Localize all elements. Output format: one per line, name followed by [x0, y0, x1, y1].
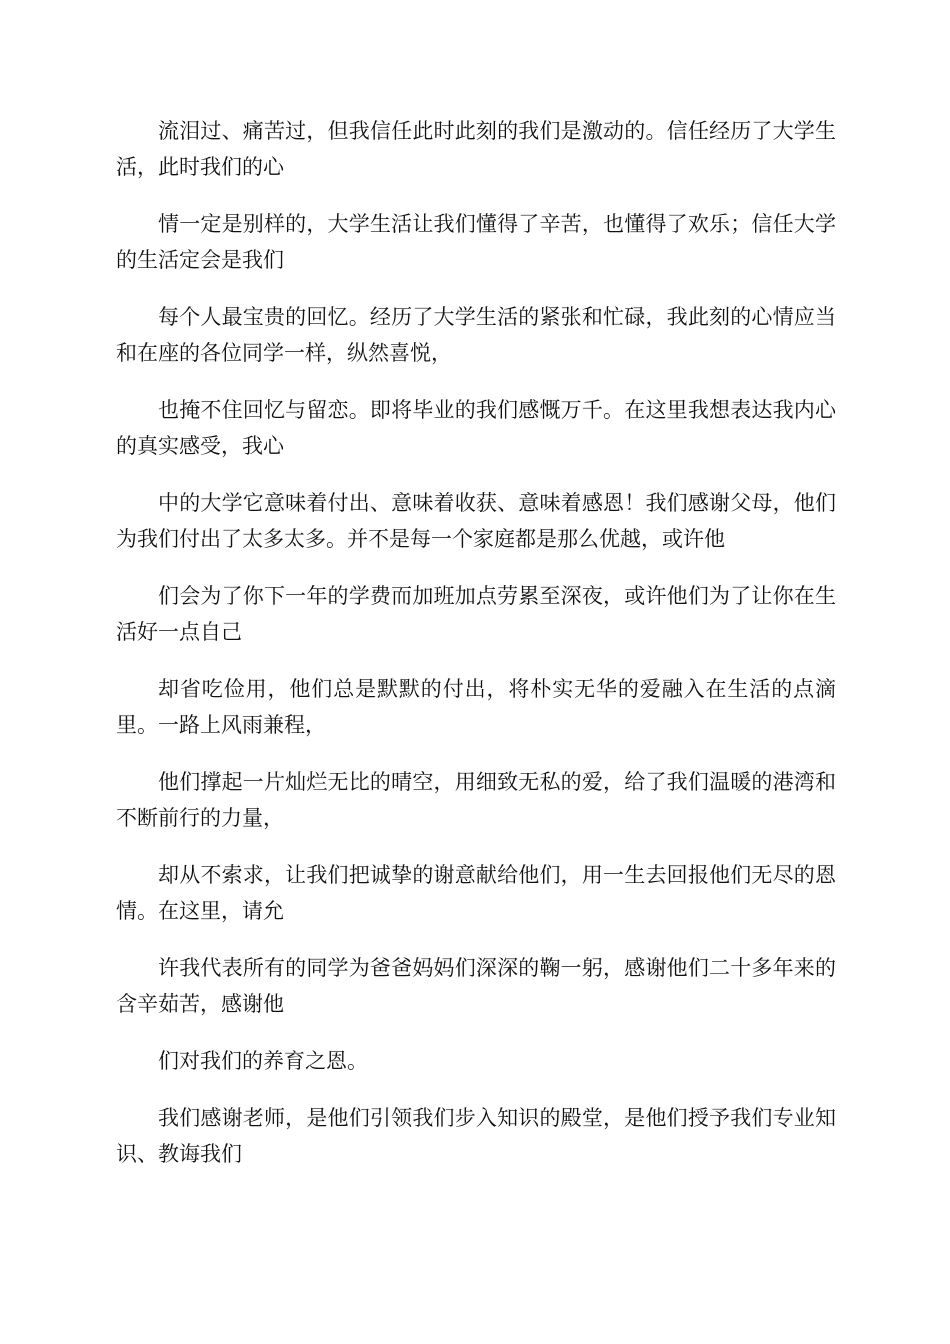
paragraph-10: 许我代表所有的同学为爸爸妈妈们深深的鞠一躬，感谢他们二十多年来的含辛茹苦，感谢他	[116, 956, 836, 1016]
paragraph-11: 们对我们的养育之恩。	[158, 1049, 368, 1073]
paragraph-12: 我们感谢老师，是他们引领我们步入知识的殿堂，是他们授予我们专业知识、教诲我们	[116, 1106, 836, 1166]
paragraph-9: 却从不索求，让我们把诚挚的谢意献给他们，用一生去回报他们无尽的恩情。在这里，请允	[116, 863, 836, 923]
paragraph-5: 中的大学它意味着付出、意味着收获、意味着感恩！我们感谢父母，他们为我们付出了太多太多。并不是每一个家庭都是那么优越，或许他	[116, 491, 836, 551]
paragraph-2: 情一定是别样的，大学生活让我们懂得了辛苦，也懂得了欢乐；信任大学的生活定会是我们	[116, 212, 836, 272]
paragraph-6: 们会为了你下一年的学费而加班加点劳累至深夜，或许他们为了让你在生活好一点自己	[116, 584, 836, 644]
document-body	[116, 113, 836, 1193]
paragraph-1: 流泪过、痛苦过，但我信任此时此刻的我们是激动的。信任经历了大学生活，此时我们的心	[116, 119, 836, 179]
paragraph-4: 也掩不住回忆与留恋。即将毕业的我们感慨万千。在这里我想表达我内心的真实感受，我心	[116, 398, 836, 458]
paragraph-8: 他们撑起一片灿烂无比的晴空，用细致无私的爱，给了我们温暖的港湾和不断前行的力量，	[116, 770, 836, 830]
paragraph-7: 却省吃俭用，他们总是默默的付出，将朴实无华的爱融入在生活的点滴里。一路上风雨兼程，	[116, 677, 836, 737]
paragraph-3: 每个人最宝贵的回忆。经历了大学生活的紧张和忙碌，我此刻的心情应当和在座的各位同学一样，纵然喜悦，	[116, 305, 836, 365]
